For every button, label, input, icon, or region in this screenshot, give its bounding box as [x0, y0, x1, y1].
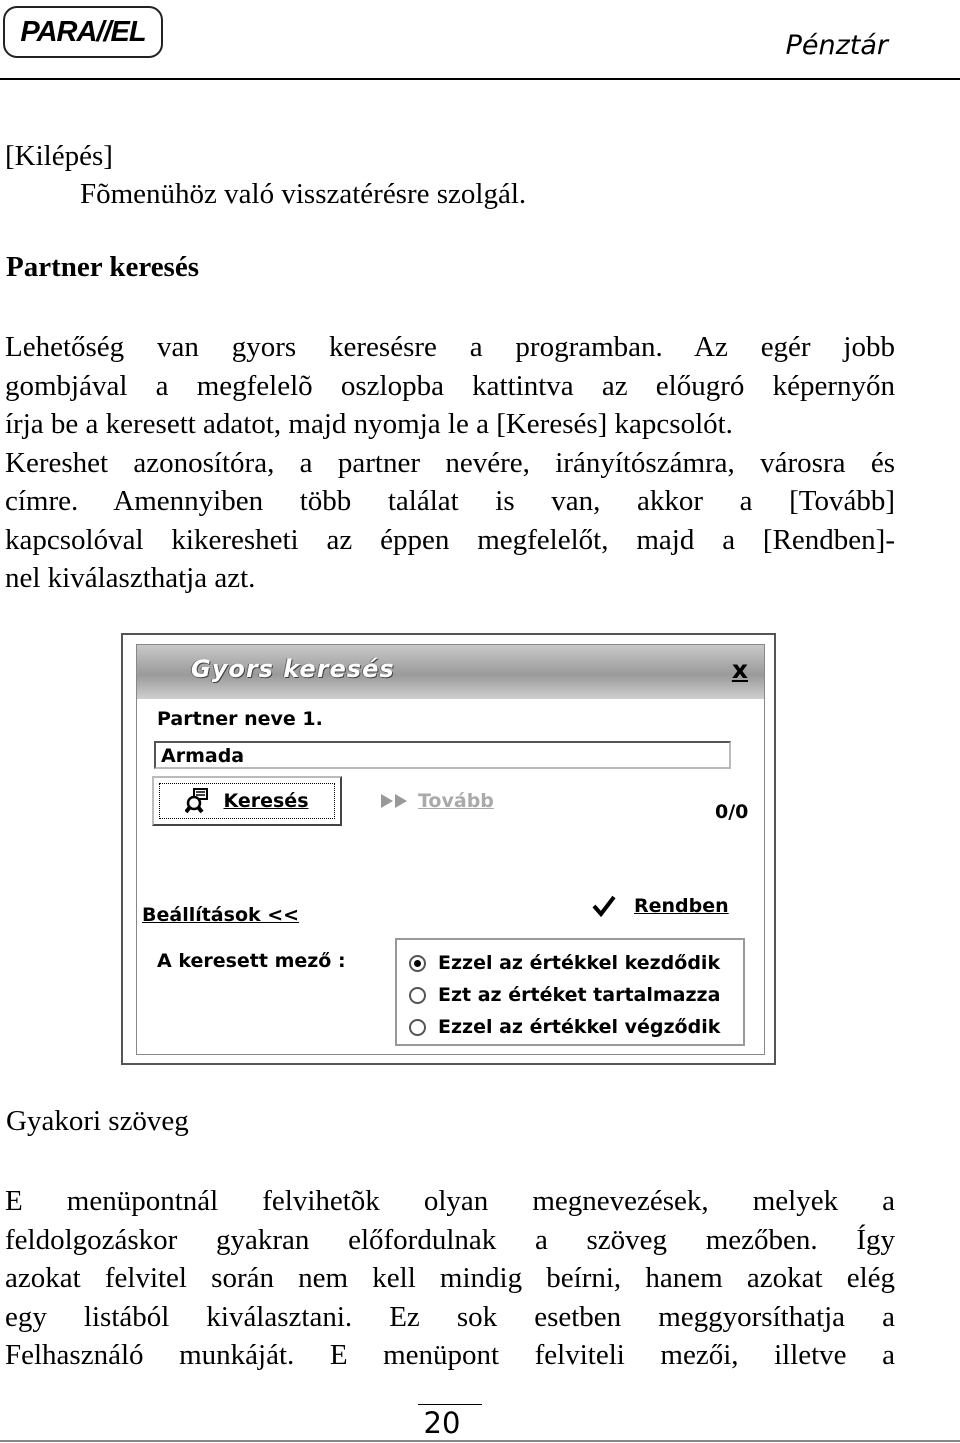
search-button[interactable] — [152, 776, 342, 826]
exit-description: Fõmenühöz való visszatérésre szolgál. — [80, 178, 527, 210]
partner-name-label: Partner neve 1. — [157, 708, 323, 730]
radio-label: Ezzel az értékkel végződik — [438, 1016, 721, 1038]
paragraph-line: Felhasználó munkáját. E menüpont felviteli mezői, illetve a — [5, 1339, 895, 1371]
page-number: 20 — [423, 1406, 461, 1440]
header-divider — [0, 78, 960, 80]
paragraph-line: címre. Amennyiben több találat is van, akkor a [Tovább] — [5, 485, 895, 517]
paragraph-line: E menüpontnál felvihetõk olyan megnevezések, melyek a — [5, 1185, 895, 1217]
paragraph-line: kapcsolóval kikeresheti az éppen megfelelőt, majd a [Rendben]- — [5, 523, 895, 556]
header-title: Pénztár — [785, 30, 888, 61]
next-button-label: Tovább — [418, 790, 494, 812]
radio-contains[interactable] — [409, 981, 739, 1009]
search-icon — [185, 788, 211, 814]
close-icon[interactable]: x — [731, 655, 748, 684]
radio-selected-icon — [409, 955, 426, 972]
checkmark-icon — [592, 895, 616, 917]
ok-button-label: Rendben — [634, 895, 729, 917]
next-button[interactable] — [380, 790, 494, 812]
settings-link[interactable]: Beállítások << — [142, 904, 300, 926]
dialog-screenshot — [121, 633, 776, 1065]
paragraph-line: egy listából kiválasztani. Ez sok esetben meggyorsíthatja a — [5, 1300, 895, 1333]
paragraph-line: gombjával a megfelelõ oszlopba kattintva az előugró képernyőn — [5, 369, 895, 402]
radio-starts-with[interactable] — [409, 949, 739, 977]
result-counter: 0/0 — [715, 801, 749, 823]
radio-unselected-icon — [409, 987, 426, 1004]
logo — [3, 6, 163, 58]
radio-label: Ezt az értéket tartalmazza — [438, 984, 721, 1006]
page-bottom-divider — [0, 1440, 960, 1442]
paragraph-line: azokat felvitel során nem kell mindig beírni, hanem azokat elég — [5, 1262, 895, 1294]
fast-forward-icon — [380, 793, 410, 809]
frequent-text-paragraph — [5, 1182, 895, 1375]
radio-ends-with[interactable] — [409, 1013, 739, 1041]
partner-name-input[interactable] — [154, 741, 731, 769]
ok-button[interactable] — [592, 895, 729, 917]
footer-divider — [418, 1404, 482, 1405]
dialog-titlebar — [137, 645, 764, 699]
section-heading-frequent-text: Gyakori szöveg — [6, 1105, 189, 1137]
partner-name-value: Armada — [161, 745, 245, 767]
search-button-label: Keresés — [223, 790, 309, 812]
paragraph-line: nel kiválaszthatja azt. — [5, 562, 256, 594]
paragraph-line: Kereshet azonosítóra, a partner nevére, irányítószámra, városra és — [5, 446, 895, 479]
paragraph-line: Lehetőség van gyors keresésre a programban. Az egér jobb — [5, 331, 895, 363]
section-heading-partner-search: Partner keresés — [6, 251, 200, 283]
field-group-label: A keresett mező : — [157, 950, 346, 972]
logo-text: PARA//EL — [20, 15, 146, 48]
paragraph-line: írja be a keresett adatot, majd nyomja le a [Keresés] kapcsolót. — [5, 408, 733, 440]
paragraph-line: feldolgozáskor gyakran előfordulnak a szöveg mezőben. Így — [5, 1223, 895, 1256]
radio-label: Ezzel az értékkel kezdődik — [438, 952, 721, 974]
exit-label: [Kilépés] — [5, 140, 113, 172]
dialog-title: Gyors keresés — [191, 655, 395, 683]
quick-search-dialog — [136, 644, 765, 1055]
partner-search-paragraph — [5, 328, 895, 598]
radio-unselected-icon — [409, 1019, 426, 1036]
match-mode-group — [395, 938, 745, 1046]
